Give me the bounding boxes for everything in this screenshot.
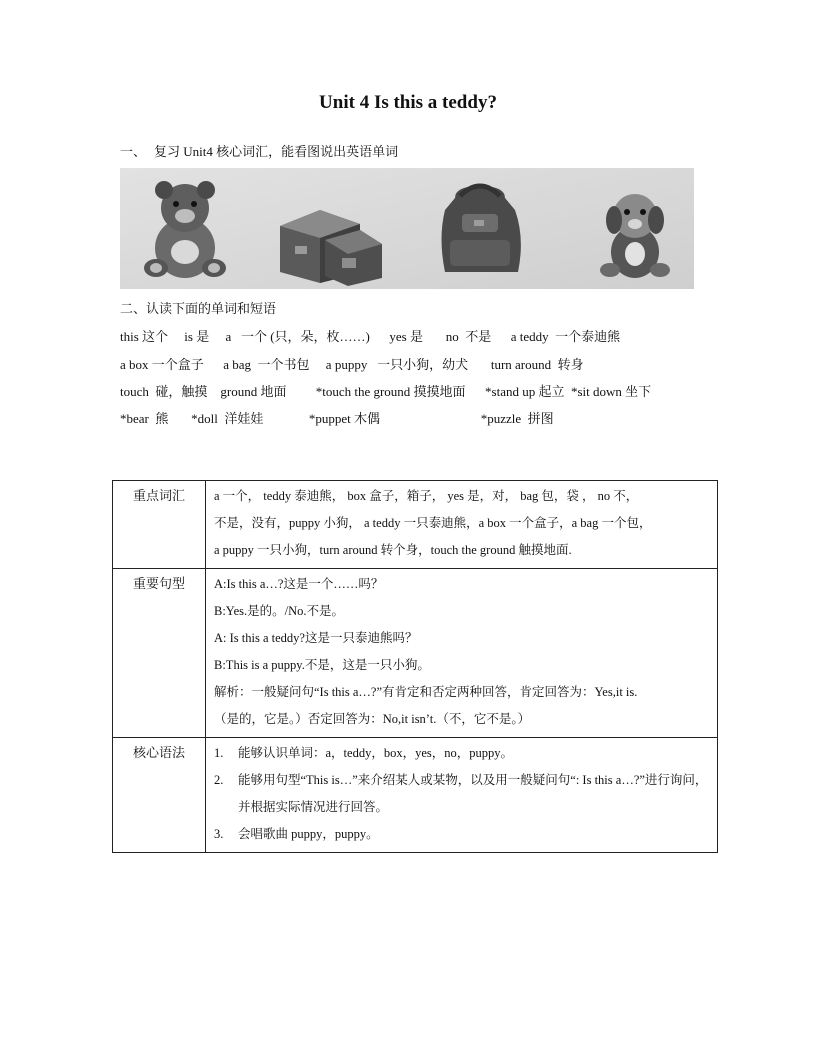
table-row-core-grammar (113, 738, 718, 853)
list-item-number: 1. (214, 746, 224, 760)
row-label-key-vocabulary: 重点词汇 (113, 481, 206, 569)
content-line: B:This is a puppy.不是，这是一只小狗。 (214, 658, 430, 672)
table-row-key-vocabulary (113, 481, 718, 569)
list-item-text: 能够用句型“This is…”来介绍某人或某物，以及用一般疑问句“: Is this a…?”进行询问，并根据实际情况进行回答。 (238, 773, 708, 814)
content-line: a puppy 一只小狗，turn around 转个身，touch the ground 触摸地面. (214, 543, 572, 557)
content-line: 解析：一般疑问句“Is this a…?”有肯定和否定两种回答，肯定回答为：Yes,it is. (214, 685, 638, 699)
list-item (214, 767, 711, 821)
row-content-key-vocabulary (206, 481, 718, 569)
content-line: a 一个， teddy 泰迪熊， box 盒子，箱子， yes 是，对， bag 包，袋 ， no 不， (214, 489, 639, 503)
page-title: Unit 4 Is this a teddy? (319, 92, 497, 113)
vocab-line-4: *bear 熊 *doll 洋娃娃 *puppet 木偶 *puzzle 拼图 (120, 411, 554, 426)
vocabulary-photo-drawing (120, 168, 694, 289)
row-label-key-sentences: 重要句型 (113, 569, 206, 738)
list-item (214, 740, 711, 767)
section-1-number: 一、 (120, 144, 147, 159)
section-1-heading (120, 141, 398, 160)
row-content-key-sentences (206, 569, 718, 738)
list-item (214, 821, 711, 848)
section-2-heading: 二、认读下面的单词和短语 (120, 301, 277, 316)
list-item-text: 能够认识单词：a，teddy，box，yes，no，puppy。 (238, 746, 513, 760)
row-content-core-grammar (206, 738, 718, 853)
vocabulary-photo (120, 168, 694, 289)
summary-table (112, 480, 718, 853)
content-line: A:Is this a…?这是一个……吗？ (214, 577, 384, 591)
content-line: B:Yes.是的。/No.不是。 (214, 604, 344, 618)
content-line: A: Is this a teddy?这是一只泰迪熊吗？ (214, 631, 418, 645)
section-1-text: 复习 Unit4 核心词汇，能看图说出英语单词 (154, 144, 399, 159)
vocab-line-3: touch 碰，触摸 ground 地面 *touch the ground 摸摸地面 *stand up 起立 *sit down 坐下 (120, 384, 652, 399)
vocab-line-2: a box 一个盒子 a bag 一个书包 a puppy 一只小狗，幼犬 turn around 转身 (120, 357, 584, 372)
content-line: 不是，没有，puppy 小狗， a teddy 一只泰迪熊，a box 一个盒子，a bag 一个包， (214, 516, 652, 530)
list-item-text: 会唱歌曲 puppy，puppy。 (238, 827, 379, 841)
row-label-core-grammar: 核心语法 (113, 738, 206, 853)
list-item-number: 3. (214, 827, 224, 841)
list-item-number: 2. (214, 773, 224, 787)
content-line: （是的，它是。）否定回答为：No,it isn’t.（不，它不是。） (214, 712, 531, 726)
table-row-key-sentences (113, 569, 718, 738)
vocab-line-1: this 这个 is 是 a 一个 (只，朵，枚……) yes 是 no 不是 a teddy 一个泰迪熊 (120, 329, 621, 344)
